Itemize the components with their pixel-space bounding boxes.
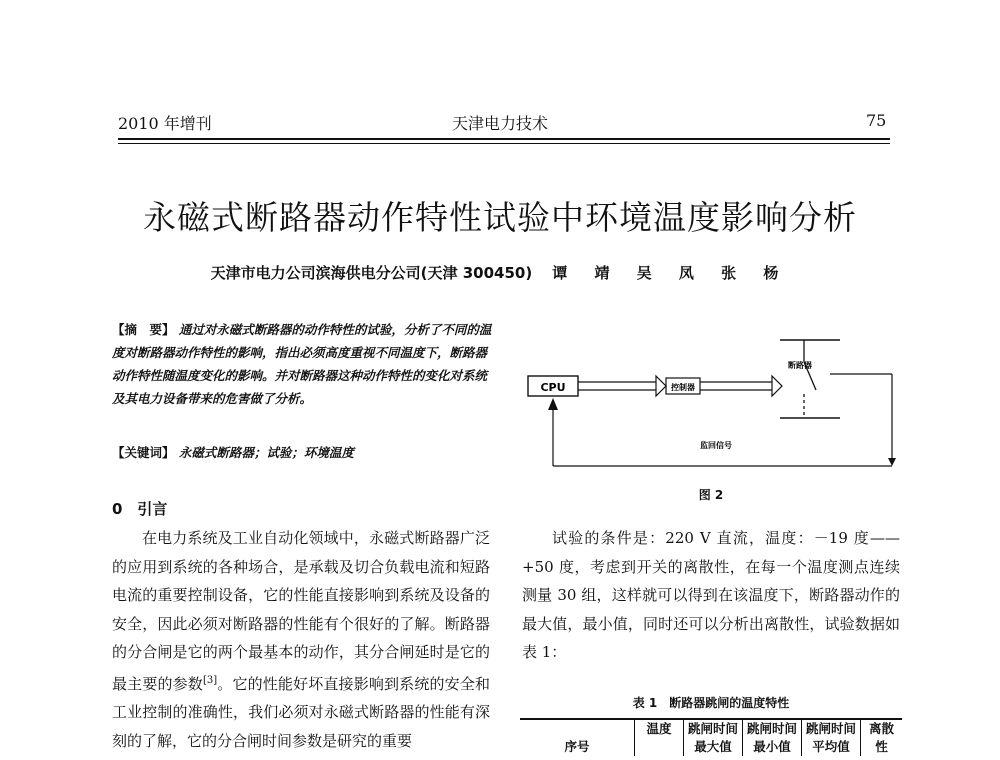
- arrow-head-1: [656, 376, 666, 396]
- col-index: 序号: [520, 719, 635, 756]
- col-min: 跳闸时间 最小值: [743, 719, 802, 756]
- table-caption: 表 1 断路器跳闸的温度特性: [632, 696, 790, 710]
- table-header-row: [520, 719, 902, 756]
- cpu-label: CPU: [540, 381, 566, 394]
- citation-ref: [3]: [202, 674, 218, 686]
- col-avg: 跳闸时间 平均值: [802, 719, 861, 756]
- abstract-text: 通过对永磁式断路器的动作特性的试验，分析了不同的温度对断路器动作特性的影响，指出必须高度重视不同温度下，断路器动作特性随温度变化的影响。并对断路器这种动作特性的变化对系统及其电力设备带来的危害做了分析。: [112, 322, 492, 406]
- breaker-label: 断路器: [788, 361, 812, 370]
- conditions-text: 试验的条件是：220 V 直流，温度：－19 度——+50 度，考虑到开关的离散性，在每一个温度测点连续测量 30 组，这样就可以得到在该温度下，断路器动作的最大值，最小值，同时还可以分析出离散性，试验数据如表 1：: [522, 529, 900, 661]
- header-journal-issue: 2010 年增刊: [118, 114, 212, 133]
- abstract: [112, 318, 492, 410]
- header-rule-thick: [118, 138, 890, 140]
- abstract-label: 【摘 要】: [112, 322, 175, 337]
- feedback-arrow: [548, 398, 558, 410]
- intro-text-1: 在电力系统及工业自动化领域中，永磁式断路器广泛的应用到系统的各种场合，是承载及切合负载电流和短路电流的重要控制设备，它的性能直接影响到系统及设备的安全，因此必须对断路器的性能有个很好的了解。断路器的分合闸是它的两个最基本的动作，其分合闸延时是它的最主要的参数: [112, 529, 490, 693]
- controller-label: 控制器: [671, 383, 695, 392]
- header-rule-thin: [118, 143, 890, 144]
- intro-text-2: 。它的性能好坏直接影响到系统的安全和工业控制的准确性，我们必须对永磁式断路器的性能有深刻的了解，它的分合闸时间参数是研究的重要: [112, 674, 490, 750]
- data-table: [520, 718, 902, 756]
- byline: [0, 262, 1000, 283]
- affiliation: 天津市电力公司滨海供电分公司(天津 300450): [210, 264, 533, 282]
- figure-caption: 图 2: [698, 488, 724, 502]
- paper-title: 永磁式断路器动作特性试验中环境温度影响分析: [143, 198, 857, 237]
- col-temp: 温度: [635, 719, 684, 756]
- conditions-paragraph: [522, 524, 900, 667]
- header-journal-name: 天津电力技术: [452, 114, 549, 133]
- header-page-number: 75: [866, 111, 887, 130]
- figure-2-diagram: [516, 318, 896, 483]
- author-names: 谭 靖 吴 凤 张 杨: [552, 264, 790, 282]
- feedback-label: 监回信号: [700, 441, 732, 450]
- section-heading: 0 引言: [112, 500, 168, 518]
- intro-paragraph: [112, 524, 490, 755]
- col-max: 跳闸时间 最大值: [684, 719, 743, 756]
- col-dispersion: 离散性: [861, 719, 903, 756]
- keywords-label: 【关键词】: [112, 445, 175, 460]
- arrow-head-2: [772, 376, 782, 396]
- keywords: [112, 443, 492, 461]
- keywords-text: 永磁式断路器；试验；环境温度: [178, 445, 354, 460]
